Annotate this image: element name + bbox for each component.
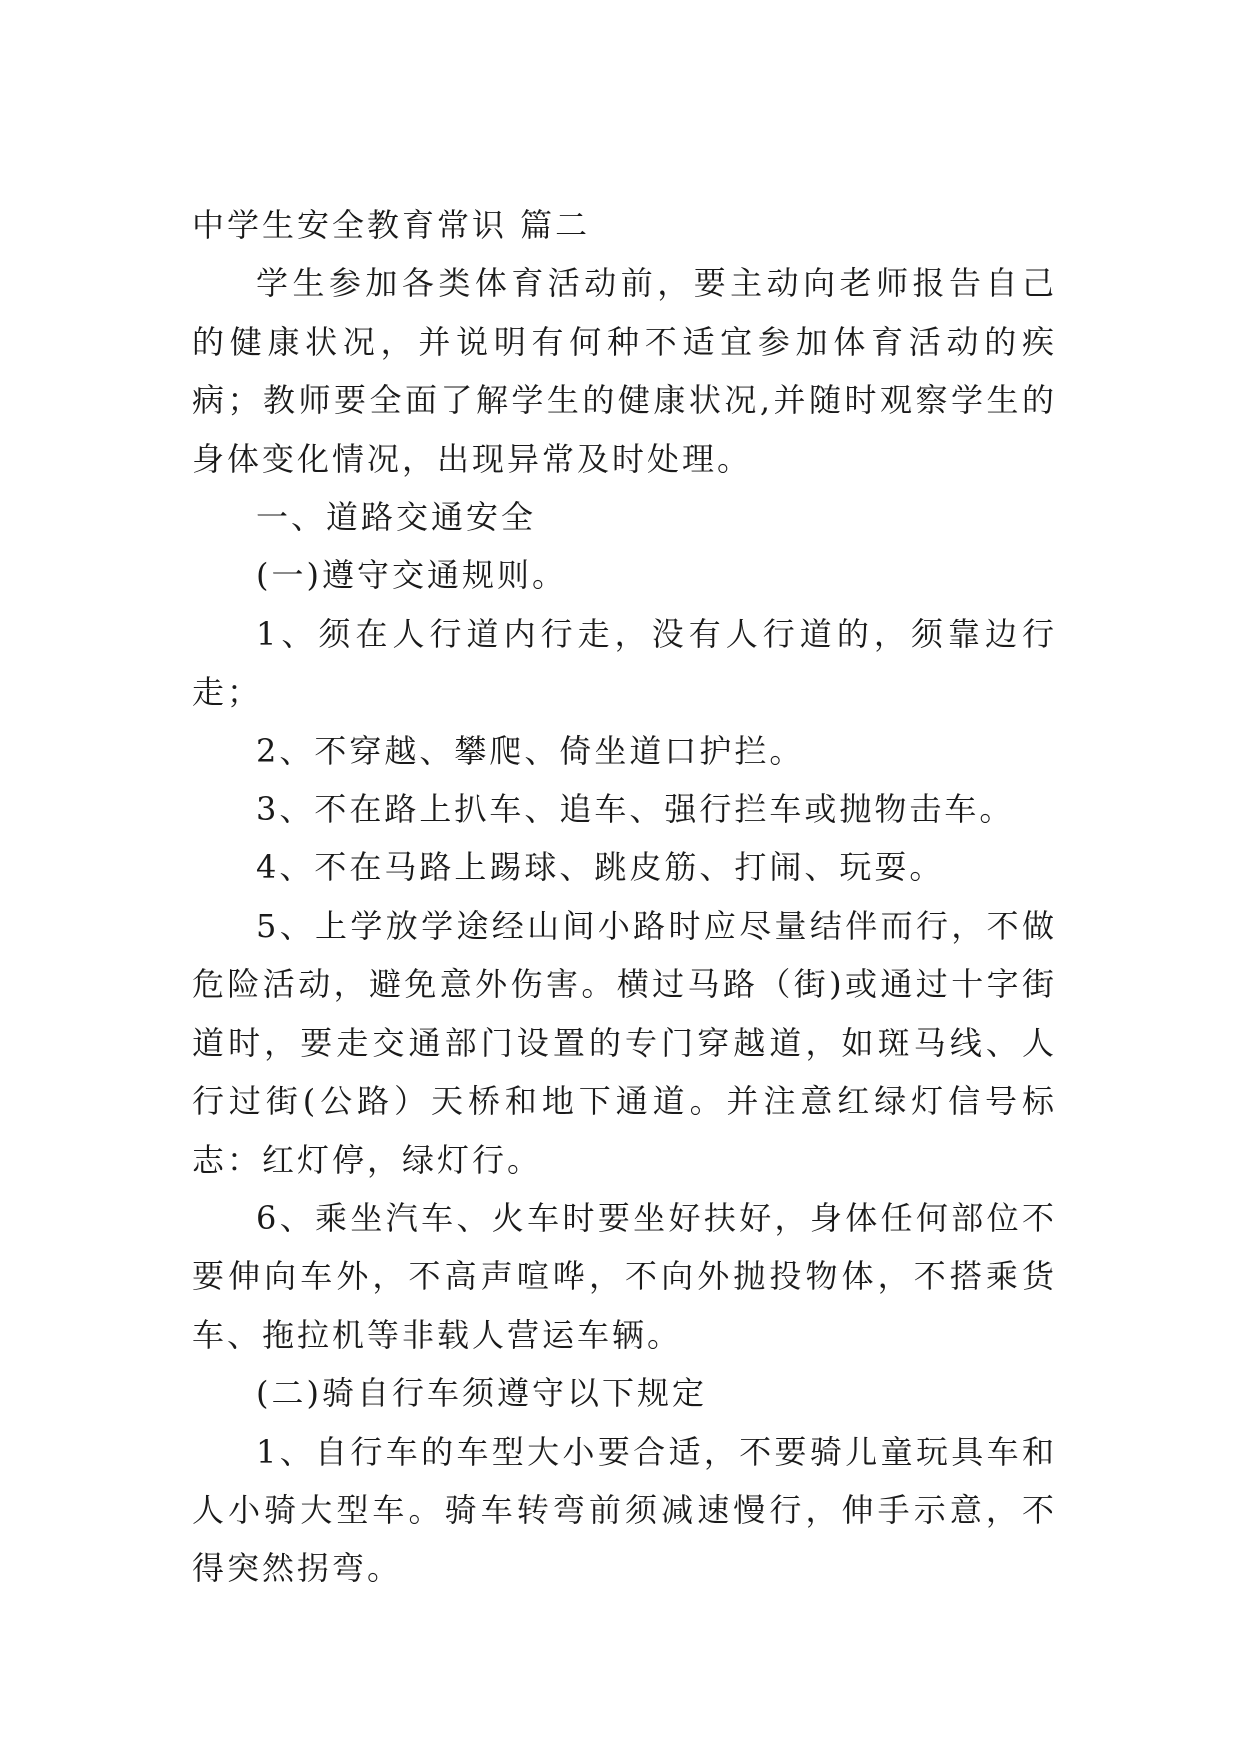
rule-item-1: 1、须在人行道内行走，没有人行道的，须靠边行走； — [192, 614, 1057, 712]
rule-item-3: 3、不在路上扒车、追车、强行拦车或抛物击车。 — [256, 790, 1015, 829]
rule-item-6: 6、乘坐汽车、火车时要坐好扶好，身体任何部位不要伸向车外，不高声喧哗，不向外抛投物体，不搭乘货车、拖拉机等非载人营运车辆。 — [192, 1198, 1057, 1354]
section-heading-traffic-safety: 一、道路交通安全 — [256, 498, 537, 537]
rule-item-2: 2、不穿越、攀爬、倚坐道口护拦。 — [256, 731, 805, 770]
subsection-heading-traffic-rules: (一)遵守交通规则。 — [256, 556, 567, 595]
document-title: 中学生安全教育常识 篇二 — [192, 206, 591, 244]
rule-item-5: 5、上学放学途经山间小路时应尽量结伴而行，不做危险活动，避免意外伤害。横过马路（街)或通过十字街道时，要走交通部门设置的专门穿越道，如斑马线、人行过街(公路）天桥和地下通道。并注意红绿灯信号标志：红灯停，绿灯行。 — [192, 906, 1057, 1179]
rule-item-4: 4、不在马路上踢球、跳皮筋、打闹、玩耍。 — [256, 848, 945, 887]
bicycle-rule-item-1: 1、自行车的车型大小要合适，不要骑儿童玩具车和人小骑大型车。骑车转弯前须减速慢行，伸手示意，不得突然拐弯。 — [192, 1432, 1057, 1588]
document-body — [192, 196, 1057, 1598]
paragraph-health-report: 学生参加各类体育活动前，要主动向老师报告自己的健康状况，并说明有何种不适宜参加体育活动的疾病；教师要全面了解学生的健康状况,并随时观察学生的身体变化情况，出现异常及时处理。 — [192, 264, 1057, 478]
subsection-heading-bicycle-rules: (二)骑自行车须遵守以下规定 — [256, 1374, 707, 1413]
